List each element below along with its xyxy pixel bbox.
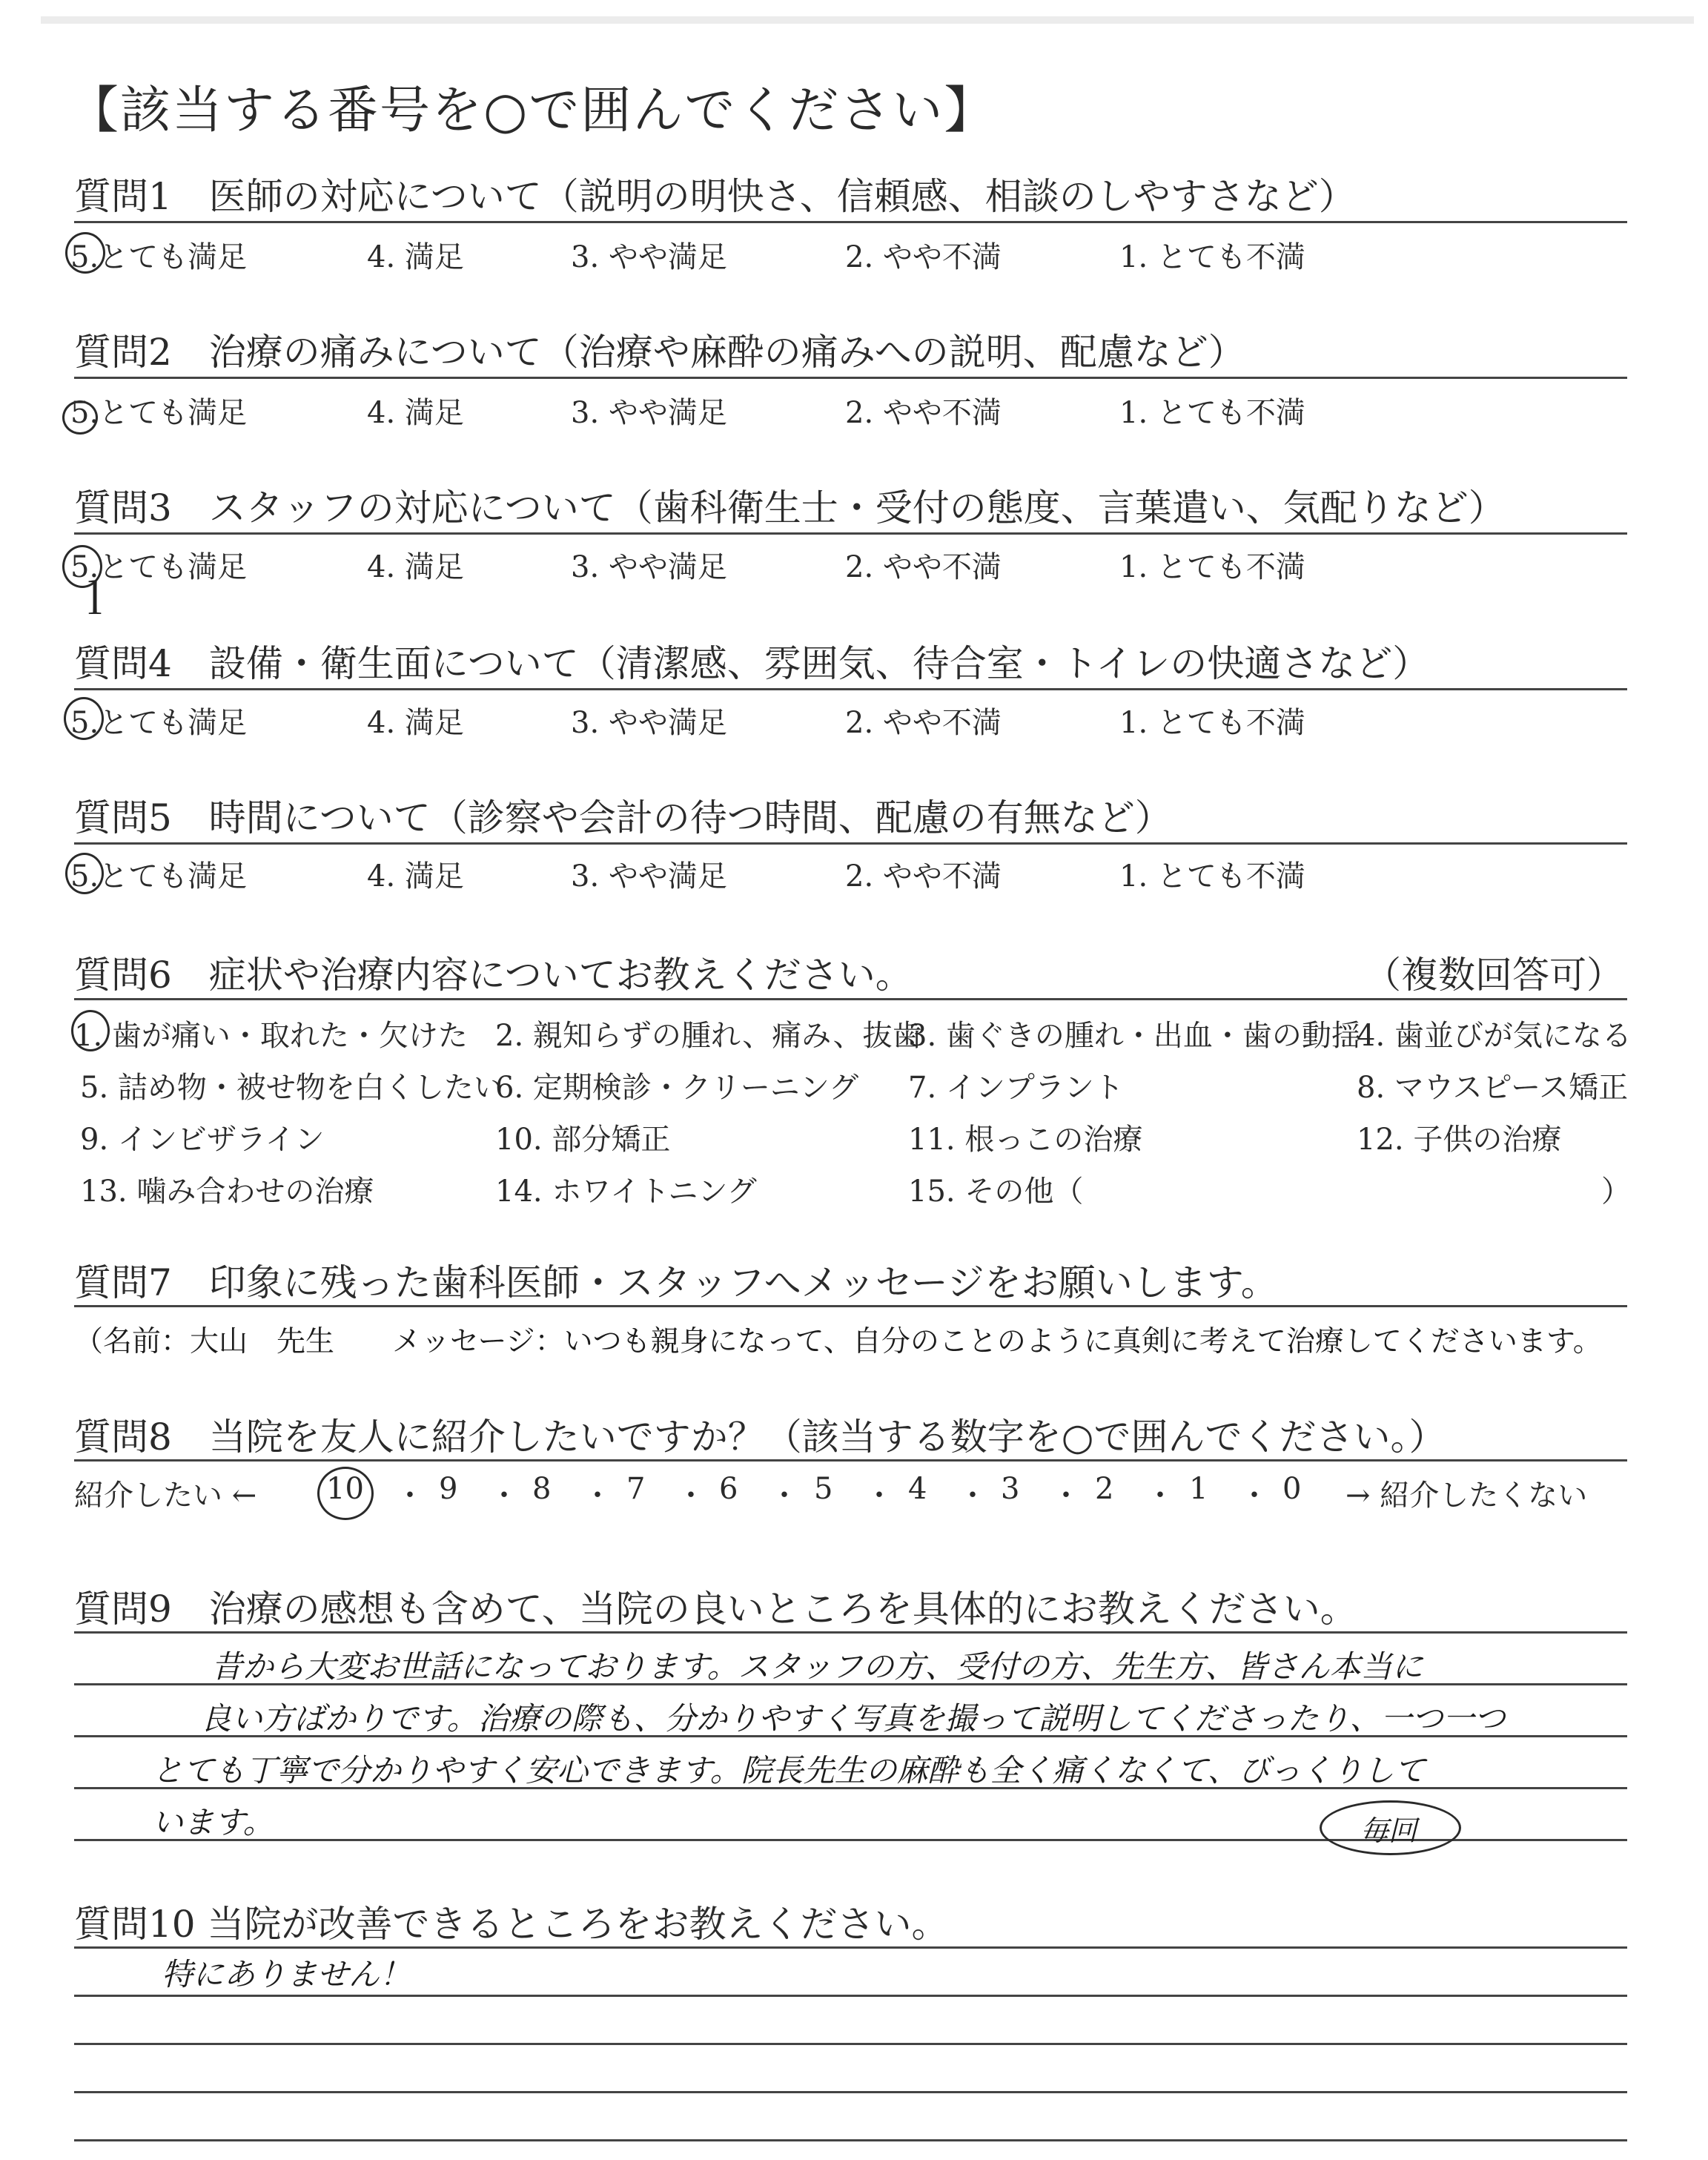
question-10-heading: 質問10 当院が改善できるところをお教えください。: [74, 1903, 949, 1946]
q6-option-14[interactable]: 14. ホワイトニング: [495, 1175, 757, 1209]
top-border: [41, 16, 1694, 24]
q6-option-12[interactable]: 12. 子供の治療: [1357, 1123, 1562, 1157]
q5-option-3[interactable]: 3. やや満足: [571, 859, 727, 894]
q9-insert-note: 毎回: [1360, 1814, 1417, 1847]
q3-option-5[interactable]: 5.とても満足: [70, 550, 248, 584]
question-10-rule-4: [74, 2091, 1627, 2093]
q6-option-5[interactable]: 5. 詰め物・被せ物を白くしたい: [80, 1071, 503, 1105]
question-4-heading: 質問4 設備・衛生面について（清潔感、雰囲気、待合室・トイレの快適さなど）: [74, 642, 1430, 685]
question-10-rule-1: [74, 1946, 1627, 1949]
question-1-heading: 質問1 医師の対応について（説明の明快さ、信頼感、相談のしやすさなど）: [74, 175, 1356, 218]
page-title: 【該当する番号を○で囲んでください】: [68, 82, 996, 140]
question-1-rule: [74, 221, 1627, 223]
q8-dot: ・: [1145, 1479, 1175, 1513]
q8-dot: ・: [958, 1479, 987, 1513]
q3-option-4[interactable]: 4. 満足: [367, 550, 464, 584]
q8-value-1[interactable]: 1: [1189, 1472, 1208, 1506]
question-9-rule-1: [74, 1631, 1627, 1634]
q2-option-5[interactable]: 5.とても満足: [70, 396, 248, 430]
question-5-heading: 質問5 時間について（診察や会計の待つ時間、配慮の有無など）: [74, 796, 1172, 839]
q8-value-0[interactable]: 0: [1282, 1472, 1302, 1506]
q1-option-5[interactable]: 5.とても満足: [70, 240, 248, 274]
q8-value-2[interactable]: 2: [1095, 1472, 1114, 1506]
q6-option-4[interactable]: 4. 歯並びが気になる: [1357, 1019, 1632, 1053]
q8-dot: ・: [583, 1479, 612, 1513]
question-6-heading: 質問6 症状や治療内容についてお教えください。: [74, 954, 913, 997]
q6-other-close-paren: ）: [1601, 1175, 1631, 1209]
question-3-rule: [74, 532, 1627, 535]
q4-option-4[interactable]: 4. 満足: [367, 706, 464, 740]
q8-dot: ・: [1051, 1479, 1081, 1513]
q5-selection-circle: [65, 853, 104, 894]
question-10-rule-2: [74, 1995, 1627, 1997]
q8-left-label: 紹介したい ←: [74, 1479, 257, 1513]
q8-value-5[interactable]: 5: [814, 1472, 833, 1506]
q2-selection-circle: [62, 400, 98, 435]
q8-selection-circle: [317, 1467, 374, 1520]
question-10-rule-5: [74, 2139, 1627, 2141]
q5-option-5[interactable]: 5.とても満足: [70, 859, 248, 894]
q4-option-1[interactable]: 1. とても不満: [1119, 706, 1305, 740]
q6-option-9[interactable]: 9. インビザライン: [80, 1123, 325, 1157]
q9-answer-line-3: とても丁寧で分かりやすく安心できます。院長先生の麻酔も全く痛くなくて、びっくりして: [152, 1752, 1426, 1789]
q6-option-11[interactable]: 11. 根っこの治療: [908, 1123, 1143, 1157]
q6-option-6[interactable]: 6. 定期検診・クリーニング: [495, 1071, 859, 1105]
q7-handwritten-message: （名前：大山 先生 メッセージ：いつも親身になって、自分のことのように真剣に考えて治療してくださいます。: [74, 1325, 1602, 1358]
question-2-heading: 質問2 治療の痛みについて（治療や麻酔の痛みへの説明、配慮など）: [74, 331, 1245, 374]
question-5-rule: [74, 842, 1627, 845]
q9-answer-line-1: 昔から大変お世話になっております。スタッフの方、受付の方、先生方、皆さん本当に: [211, 1648, 1423, 1685]
question-9-heading: 質問9 治療の感想も含めて、当院の良いところを具体的にお教えください。: [74, 1588, 1357, 1631]
q2-option-1[interactable]: 1. とても不満: [1119, 396, 1305, 430]
q6-option-15[interactable]: 15. その他（: [908, 1175, 1084, 1209]
q4-selection-circle: [64, 697, 104, 740]
q8-value-9[interactable]: 9: [439, 1472, 458, 1506]
question-2-rule: [74, 377, 1627, 379]
q8-value-4[interactable]: 4: [908, 1472, 927, 1506]
q1-option-2[interactable]: 2. やや不満: [845, 240, 1002, 274]
q8-right-label: → 紹介したくない: [1345, 1479, 1588, 1513]
question-10-rule-3: [74, 2043, 1627, 2045]
q8-value-7[interactable]: 7: [626, 1472, 646, 1506]
question-3-heading: 質問3 スタッフの対応について（歯科衛生士・受付の態度、言葉遣い、気配りなど）: [74, 486, 1506, 529]
q6-option-13[interactable]: 13. 噛み合わせの治療: [80, 1175, 374, 1209]
q2-option-2[interactable]: 2. やや不満: [845, 396, 1002, 430]
q5-option-2[interactable]: 2. やや不満: [845, 859, 1002, 894]
q5-option-4[interactable]: 4. 満足: [367, 859, 464, 894]
q2-option-4[interactable]: 4. 満足: [367, 396, 464, 430]
q6-option-7[interactable]: 7. インプラント: [908, 1071, 1124, 1105]
q8-value-3[interactable]: 3: [1001, 1472, 1020, 1506]
q8-dot: ・: [864, 1479, 894, 1513]
q6-selection-circle: [71, 1010, 110, 1051]
q3-check-mark: ｌ: [74, 576, 116, 624]
q6-option-2[interactable]: 2. 親知らずの腫れ、痛み、抜歯: [495, 1019, 922, 1053]
question-8-heading: 質問8 当院を友人に紹介したいですか？（該当する数字を○で囲んでください。）: [74, 1416, 1446, 1459]
q9-answer-line-4: います。: [152, 1804, 274, 1840]
question-7-heading: 質問7 印象に残った歯科医師・スタッフへメッセージをお願いします。: [74, 1261, 1278, 1304]
q1-option-4[interactable]: 4. 満足: [367, 240, 464, 274]
q1-selection-circle: [65, 232, 105, 274]
q8-value-8[interactable]: 8: [532, 1472, 552, 1506]
q8-value-6[interactable]: 6: [719, 1472, 738, 1506]
q3-option-3[interactable]: 3. やや満足: [571, 550, 727, 584]
q1-option-3[interactable]: 3. やや満足: [571, 240, 727, 274]
question-7-rule: [74, 1305, 1627, 1307]
q4-option-3[interactable]: 3. やや満足: [571, 706, 727, 740]
q5-option-1[interactable]: 1. とても不満: [1119, 859, 1305, 894]
q8-dot: ・: [395, 1479, 425, 1513]
q8-dot: ・: [1239, 1479, 1269, 1513]
q3-option-2[interactable]: 2. やや不満: [845, 550, 1002, 584]
q1-option-1[interactable]: 1. とても不満: [1119, 240, 1305, 274]
question-6-rule: [74, 998, 1627, 1000]
q3-option-1[interactable]: 1. とても不満: [1119, 550, 1305, 584]
q8-dot: ・: [676, 1479, 706, 1513]
q6-option-3[interactable]: 3. 歯ぐきの腫れ・出血・歯の動揺: [908, 1019, 1361, 1053]
q8-dot: ・: [489, 1479, 519, 1513]
q6-option-10[interactable]: 10. 部分矯正: [495, 1123, 671, 1157]
q4-option-5[interactable]: 5.とても満足: [70, 706, 248, 740]
q4-option-2[interactable]: 2. やや不満: [845, 706, 1002, 740]
q6-option-1[interactable]: 1. 歯が痛い・取れた・欠けた: [74, 1019, 468, 1053]
q8-value-10[interactable]: 10: [326, 1472, 364, 1506]
q10-answer: 特にありません！: [162, 1956, 411, 1992]
question-6-note: （複数回答可）: [1364, 954, 1623, 997]
question-4-rule: [74, 688, 1627, 690]
q2-option-3[interactable]: 3. やや満足: [571, 396, 727, 430]
question-8-rule: [74, 1459, 1627, 1462]
q9-answer-line-2: 良い方ばかりです。治療の際も、分かりやすく写真を撮って説明してくださったり、一つ一つ: [200, 1700, 1506, 1737]
q8-dot: ・: [769, 1479, 799, 1513]
q6-option-8[interactable]: 8. マウスピース矯正: [1357, 1071, 1629, 1105]
